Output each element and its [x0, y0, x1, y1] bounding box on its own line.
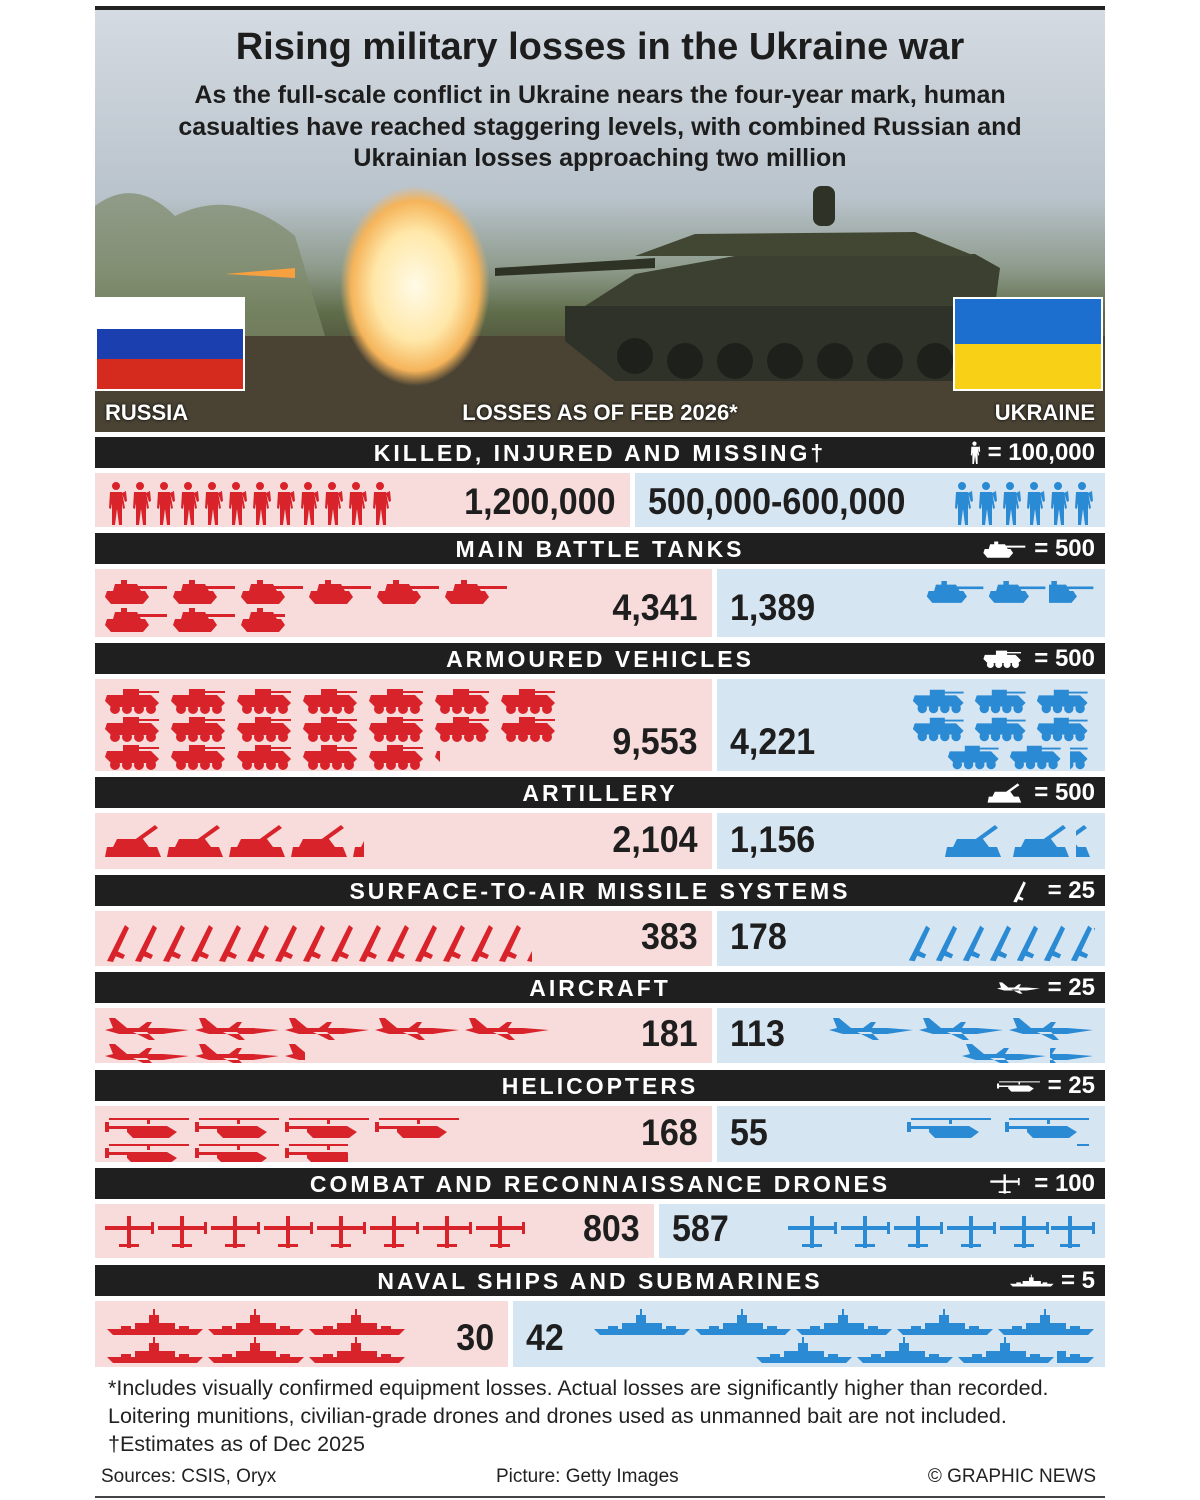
tank-icon: [171, 605, 239, 633]
armoured-vehicle-icon: [433, 715, 499, 743]
russia-panel: [95, 1008, 712, 1063]
missile-icon: [959, 921, 986, 963]
legend-soldier-icon: [968, 441, 982, 465]
aircraft-icon: [917, 1016, 1007, 1042]
soldier-icon: [225, 481, 249, 527]
missile-icon: [215, 921, 243, 963]
date-label: LOSSES AS OF FEB 2026*: [462, 400, 738, 425]
helicopter-icon: [901, 1114, 999, 1140]
bottom-rule: [95, 1496, 1105, 1498]
legend-missile-icon: [996, 879, 1042, 903]
section-title: ARMOURED VEHICLES: [446, 646, 754, 672]
missile-icon: [131, 921, 159, 963]
legend-helicopter-icon: [996, 1074, 1042, 1098]
page-subtitle: As the full-scale conflict in Ukraine nears the four-year mark, human casualties have reached staggering levels, with combined Russian and Ukrainian losses approaching two million: [178, 81, 1022, 172]
tank-icon: [239, 577, 307, 605]
section-header: [95, 1070, 1105, 1101]
helicopter-icon: [193, 1114, 283, 1140]
section-header: [95, 1168, 1105, 1199]
drone-icon: [368, 1212, 421, 1252]
helicopter-icon: [193, 1140, 283, 1162]
legend-value: = 500: [1034, 645, 1095, 672]
helicopter-icon: [1077, 1140, 1097, 1162]
ship-icon: [754, 1337, 855, 1365]
soldier-icon: [975, 481, 999, 527]
missile-icon: [243, 921, 271, 963]
legend-armoured-vehicle-icon: [982, 647, 1028, 671]
soldier-icon: [153, 481, 177, 527]
ukraine-value: 113: [730, 1013, 785, 1054]
armoured-vehicle-icon: [433, 743, 440, 771]
russia-label: RUSSIA: [105, 400, 189, 425]
armoured-vehicle-icon: [301, 687, 367, 715]
armoured-vehicle-icon: [1035, 687, 1097, 715]
ship-icon: [693, 1309, 794, 1337]
armoured-vehicle-icon: [499, 715, 565, 743]
armoured-vehicle-icon: [103, 715, 169, 743]
russia-icons: [103, 821, 475, 861]
drone-icon: [262, 1212, 315, 1252]
armoured-vehicle-icon: [169, 687, 235, 715]
ukraine-icons: [951, 481, 1095, 527]
artillery-icon: [940, 821, 1008, 861]
soldier-icon: [201, 481, 225, 527]
missile-icon: [299, 921, 327, 963]
ship-icon: [307, 1337, 408, 1365]
section-header: [95, 875, 1105, 906]
aircraft-icon: [463, 1016, 553, 1042]
ship-icon: [105, 1337, 206, 1365]
aircraft-icon: [827, 1016, 917, 1042]
aircraft-icon: [193, 1016, 283, 1042]
ukraine-icons: [893, 821, 1097, 861]
russia-icons: [105, 1309, 408, 1365]
missile-icon: [411, 921, 439, 963]
missile-icon: [1013, 921, 1040, 963]
soldier-icon: [297, 481, 321, 527]
armoured-vehicle-icon: [973, 687, 1035, 715]
ukraine-icons: [592, 1309, 1097, 1365]
soldier-icon: [999, 481, 1023, 527]
armoured-vehicle-icon: [1070, 743, 1097, 771]
russia-value: 1,200,000: [464, 481, 616, 522]
unit-legend: [1009, 1267, 1095, 1295]
russia-value: 30: [456, 1317, 494, 1358]
unit-legend: [982, 1170, 1095, 1198]
drone-icon: [315, 1212, 368, 1252]
legend-value: = 5: [1060, 1267, 1095, 1294]
legend-drone-icon: [982, 1172, 1028, 1196]
section-header: [95, 777, 1105, 808]
soldier-icon: [951, 481, 975, 527]
missile-icon: [495, 921, 523, 963]
russia-flag: [95, 297, 245, 391]
ukraine-icons: [911, 577, 1097, 605]
unit-legend: [982, 645, 1095, 673]
section-title: SURFACE-TO-AIR MISSILE SYSTEMS: [349, 878, 851, 904]
tank-icon: [103, 605, 171, 633]
unit-legend: [968, 439, 1095, 467]
unit-legend: [996, 1072, 1095, 1100]
armoured-vehicle-icon: [235, 715, 301, 743]
ukraine-panel: [717, 1106, 1105, 1162]
missile-icon: [327, 921, 355, 963]
armoured-vehicle-icon: [499, 687, 565, 715]
ship-icon: [895, 1309, 996, 1337]
section-title: ARTILLERY: [522, 780, 678, 806]
ship-icon: [105, 1309, 206, 1337]
legend-artillery-icon: [982, 781, 1028, 805]
armoured-vehicle-icon: [911, 715, 973, 743]
missile-icon: [187, 921, 215, 963]
drone-icon: [786, 1212, 839, 1252]
ukraine-icons: [827, 1016, 1097, 1063]
drone-icon: [474, 1212, 527, 1252]
legend-value: = 500: [1034, 535, 1095, 562]
ukraine-value: 178: [730, 916, 787, 957]
unit-legend: [982, 779, 1095, 807]
missile-icon: [905, 921, 932, 963]
helicopter-icon: [103, 1140, 193, 1162]
section-title: KILLED, INJURED AND MISSING†: [373, 440, 827, 466]
aircraft-icon: [373, 1016, 463, 1042]
armoured-vehicle-icon: [235, 687, 301, 715]
section-title: COMBAT AND RECONNAISSANCE DRONES: [309, 1171, 891, 1197]
artillery-icon: [227, 821, 289, 861]
ukraine-value: 42: [526, 1317, 564, 1358]
missile-icon: [159, 921, 187, 963]
soldier-icon: [105, 481, 129, 527]
missile-icon: [355, 921, 383, 963]
drone-icon: [839, 1212, 892, 1252]
russia-value: 803: [583, 1208, 640, 1249]
drone-icon: [209, 1212, 262, 1252]
helicopter-icon: [283, 1114, 373, 1140]
soldier-icon: [273, 481, 297, 527]
missile-icon: [523, 921, 532, 963]
ukraine-value: 55: [730, 1112, 768, 1153]
missile-icon: [932, 921, 959, 963]
aircraft-icon: [103, 1042, 193, 1063]
picture-credit: Picture: Getty Images: [496, 1466, 679, 1487]
ship-icon: [206, 1337, 307, 1365]
legend-tank-icon: [982, 537, 1028, 561]
armoured-vehicle-icon: [1008, 743, 1070, 771]
soldier-icon: [177, 481, 201, 527]
armoured-vehicle-icon: [169, 743, 235, 771]
russia-icons: [103, 687, 565, 771]
section-title: HELICOPTERS: [501, 1073, 699, 1099]
ukraine-icons: [881, 921, 1097, 963]
soldier-icon: [321, 481, 345, 527]
russia-value: 168: [641, 1112, 698, 1153]
legend-value: = 25: [1047, 877, 1095, 904]
russia-value: 2,104: [612, 819, 698, 860]
section-header: [95, 1265, 1105, 1296]
section-header: [95, 643, 1105, 674]
legend-value: = 500: [1034, 779, 1095, 806]
armoured-vehicle-icon: [169, 715, 235, 743]
armoured-vehicle-icon: [946, 743, 1008, 771]
russia-panel: [95, 1106, 712, 1162]
copyright: © GRAPHIC NEWS: [927, 1466, 1096, 1487]
tank-icon: [987, 577, 1049, 605]
drone-icon: [1051, 1212, 1097, 1252]
ship-icon: [307, 1309, 408, 1337]
soldier-icon: [249, 481, 273, 527]
russia-icons: [103, 577, 511, 633]
russia-panel: [95, 1204, 654, 1258]
ukraine-flag: [953, 297, 1103, 391]
missile-icon: [1040, 921, 1067, 963]
tank-icon: [307, 577, 375, 605]
unit-legend: [996, 877, 1095, 905]
soldier-icon: [1071, 481, 1095, 527]
aircraft-icon: [960, 1042, 1050, 1063]
artillery-icon: [351, 821, 364, 861]
ship-icon: [592, 1309, 693, 1337]
missile-icon: [271, 921, 299, 963]
aircraft-icon: [1007, 1016, 1097, 1042]
ship-icon: [794, 1309, 895, 1337]
tank-icon: [171, 577, 239, 605]
helicopter-icon: [283, 1140, 348, 1162]
soldier-icon: [345, 481, 369, 527]
ukraine-panel: [513, 1301, 1105, 1367]
armoured-vehicle-icon: [103, 687, 169, 715]
aircraft-icon: [103, 1016, 193, 1042]
russia-value: 9,553: [612, 721, 698, 762]
helicopter-icon: [999, 1114, 1097, 1140]
missile-icon: [1094, 921, 1097, 963]
sources: Sources: CSIS, Oryx: [101, 1466, 277, 1487]
page-title: Rising military losses in the Ukraine war: [235, 26, 965, 68]
artillery-icon: [289, 821, 351, 861]
section-title: AIRCRAFT: [529, 975, 671, 1001]
unit-legend: [996, 974, 1095, 1002]
section-title: NAVAL SHIPS AND SUBMARINES: [377, 1268, 823, 1294]
russia-panel: [95, 1301, 508, 1367]
armoured-vehicle-icon: [1035, 715, 1097, 743]
ship-icon: [1057, 1337, 1097, 1365]
ukraine-icons: [911, 687, 1097, 771]
armoured-vehicle-icon: [911, 687, 973, 715]
armoured-vehicle-icon: [103, 743, 169, 771]
russia-icons: [103, 1016, 553, 1063]
drone-icon: [103, 1212, 156, 1252]
legend-value: = 25: [1047, 1072, 1095, 1099]
armoured-vehicle-icon: [301, 743, 367, 771]
section-title: MAIN BATTLE TANKS: [455, 536, 745, 562]
section-header: [95, 533, 1105, 564]
russia-panel: [95, 911, 712, 966]
soldier-icon: [369, 481, 393, 527]
soldier-icon: [1047, 481, 1071, 527]
russia-icons: [105, 481, 393, 527]
missile-icon: [439, 921, 467, 963]
armoured-vehicle-icon: [367, 715, 433, 743]
russia-icons: [103, 1114, 463, 1162]
ukraine-icons: [901, 1114, 1097, 1162]
aircraft-icon: [193, 1042, 283, 1063]
aircraft-icon: [283, 1042, 305, 1063]
soldier-icon: [129, 481, 153, 527]
ship-icon: [956, 1337, 1057, 1365]
tank-icon: [239, 605, 285, 633]
ukraine-value: 4,221: [730, 721, 816, 762]
drone-icon: [156, 1212, 209, 1252]
ukraine-value: 1,156: [730, 819, 816, 860]
tank-icon: [103, 577, 171, 605]
armoured-vehicle-icon: [235, 743, 301, 771]
unit-legend: [982, 535, 1095, 563]
armoured-vehicle-icon: [367, 743, 433, 771]
armoured-vehicle-icon: [973, 715, 1035, 743]
drone-icon: [945, 1212, 998, 1252]
drone-icon: [421, 1212, 474, 1252]
ukraine-label: UKRAINE: [994, 400, 1095, 425]
helicopter-icon: [373, 1114, 463, 1140]
russia-value: 4,341: [612, 587, 698, 628]
armoured-vehicle-icon: [433, 687, 499, 715]
missile-icon: [1067, 921, 1094, 963]
tank-icon: [443, 577, 511, 605]
soldier-icon: [1023, 481, 1047, 527]
ukraine-value: 1,389: [730, 587, 816, 628]
footnote: *Includes visually confirmed equipment losses. Actual losses are significantly higher than recorded. Loitering munitions, civilian-grade drones and drones used as unmanned bait are not included. †Estimates as of Dec 2025: [108, 1376, 1049, 1456]
ship-icon: [855, 1337, 956, 1365]
armoured-vehicle-icon: [301, 715, 367, 743]
drone-icon: [998, 1212, 1051, 1252]
missile-icon: [103, 921, 131, 963]
aircraft-icon: [283, 1016, 373, 1042]
artillery-icon: [1076, 821, 1097, 861]
ukraine-value: 587: [672, 1208, 729, 1249]
missile-icon: [986, 921, 1013, 963]
ship-icon: [206, 1309, 307, 1337]
russia-value: 181: [641, 1013, 698, 1054]
tank-icon: [1049, 577, 1097, 605]
russia-icons: [103, 1212, 580, 1252]
aircraft-icon: [1050, 1042, 1097, 1063]
russia-value: 383: [641, 916, 698, 957]
legend-value: = 100,000: [987, 439, 1095, 466]
missile-icon: [383, 921, 411, 963]
drone-icon: [892, 1212, 945, 1252]
artillery-icon: [165, 821, 227, 861]
ship-icon: [996, 1309, 1097, 1337]
armoured-vehicle-icon: [367, 687, 433, 715]
artillery-icon: [1008, 821, 1076, 861]
legend-ship-icon: [1009, 1269, 1055, 1293]
tank-icon: [375, 577, 443, 605]
tank-icon: [925, 577, 987, 605]
ukraine-value: 500,000-600,000: [648, 481, 906, 522]
missile-icon: [467, 921, 495, 963]
section-header: [95, 437, 1105, 468]
ukraine-icons: [779, 1212, 1097, 1252]
section-header: [95, 972, 1105, 1003]
legend-value: = 25: [1047, 974, 1095, 1001]
legend-aircraft-icon: [996, 976, 1042, 1000]
header-photo: [95, 6, 1105, 432]
russia-icons: [103, 921, 551, 963]
legend-value: = 100: [1034, 1170, 1095, 1197]
helicopter-icon: [103, 1114, 193, 1140]
artillery-icon: [103, 821, 165, 861]
